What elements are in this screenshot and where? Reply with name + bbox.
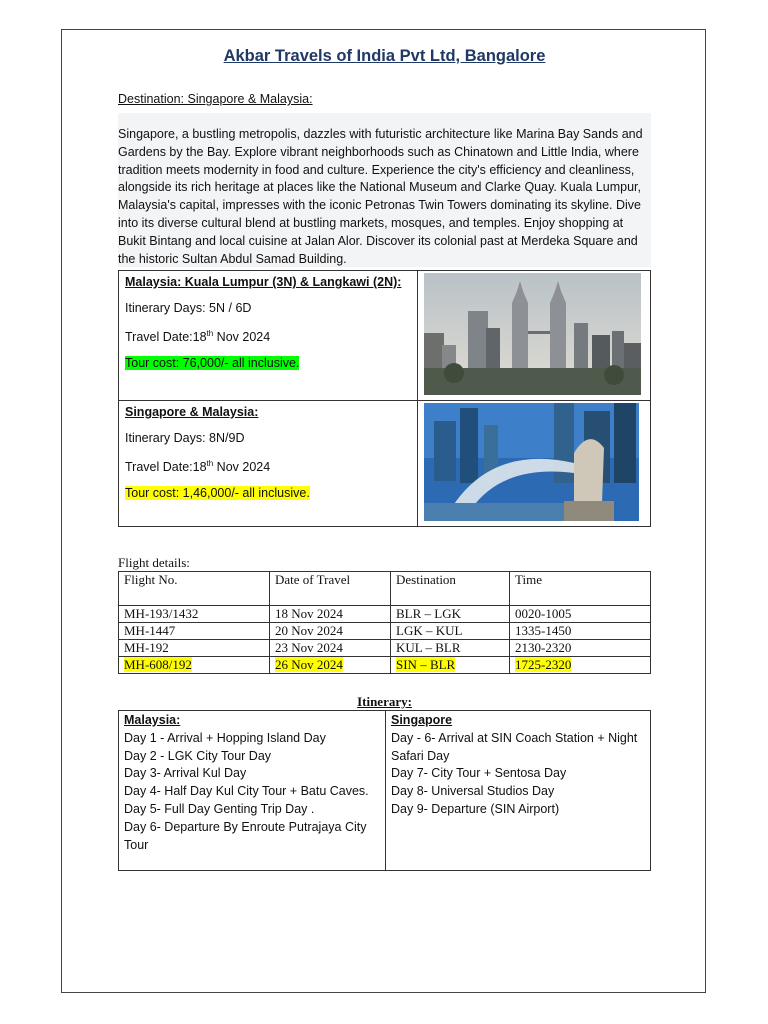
tour-row [119, 271, 651, 401]
description-paragraph: Singapore, a bustling metropolis, dazzles with futuristic architecture like Marina Bay Sands and Gardens by the Bay. Explore vibrant neighborhoods such as Chinatown and Little India, where tradition meets modernity in food and culture. Experience the city's efficiency and cleanliness, alongside its rich heritage at places like the National Museum and Clarke Quay. Kuala Lumpur, Malaysia's capital, impresses with the iconic Petronas Twin Towers dominating its skyline. Dive into its diverse cultural blend at bustling markets, mosques, and temples. Enjoy shopping at Bukit Bintang and local cuisine at Jalan Alor. Discover its colonial past at Merdeka Square and the historic Sultan Abdul Samad Building. [118, 113, 651, 267]
petronas-twin-towers-photo [424, 273, 641, 395]
column-header: Flight No. [119, 572, 270, 606]
table-cell: LGK – KUL [391, 623, 510, 640]
singapore-merlion-image [418, 401, 651, 527]
tour-heading: Malaysia: Kuala Lumpur (3N) & Langkawi (2N): [125, 275, 402, 289]
list-item: Day 3- Arrival Kul Day [124, 766, 247, 781]
table-cell: 0020-1005 [510, 606, 651, 623]
table-row-highlighted [119, 657, 651, 674]
tour-days: Itinerary Days: 8N/9D [125, 431, 245, 445]
tour-info-cell [119, 401, 418, 527]
itinerary-title: Itinerary: [357, 694, 412, 709]
tour-days: Itinerary Days: 5N / 6D [125, 301, 252, 315]
table-cell: MH-192 [119, 640, 270, 657]
table-cell: BLR – LGK [391, 606, 510, 623]
table-cell: 20 Nov 2024 [270, 623, 391, 640]
singapore-merlion-photo [424, 403, 639, 521]
table-cell: 1335-1450 [510, 623, 651, 640]
tour-date: Travel Date:18th Nov 2024 [125, 459, 271, 475]
table-cell: 23 Nov 2024 [270, 640, 391, 657]
list-item: Day 7- City Tour + Sentosa Day [391, 766, 567, 781]
table-cell: MH-1447 [119, 623, 270, 640]
tour-row [119, 401, 651, 527]
table-cell: 1725-2320 [510, 657, 651, 674]
table-cell: KUL – BLR [391, 640, 510, 657]
destination-heading: Destination: Singapore & Malaysia: [118, 92, 313, 106]
table-cell: 2130-2320 [510, 640, 651, 657]
table-cell: SIN – BLR [391, 657, 510, 674]
table-cell: 18 Nov 2024 [270, 606, 391, 623]
itinerary-row [119, 711, 651, 871]
tour-info-cell [119, 271, 418, 401]
list-item: Day 4- Half Day Kul City Tour + Batu Caves. [124, 784, 369, 799]
list-item: Day 2 - LGK City Tour Day [124, 748, 272, 763]
list-item: Day 5- Full Day Genting Trip Day . [124, 801, 315, 816]
flight-details-label: Flight details: [118, 555, 190, 570]
flight-details-table [118, 571, 651, 674]
malaysia-itinerary-cell [119, 711, 386, 871]
list-item: Day 1 - Arrival + Hopping Island Day [124, 730, 326, 745]
list-item: Day - 6- Arrival at SIN Coach Station + Night Safari Day [391, 730, 638, 763]
column-header: Date of Travel [270, 572, 391, 606]
petronas-towers-image [418, 271, 651, 401]
table-row [119, 606, 651, 623]
table-row [119, 623, 651, 640]
table-cell: MH-193/1432 [119, 606, 270, 623]
itinerary-table [118, 710, 651, 871]
document-page [61, 29, 706, 993]
itinerary-heading: Malaysia: [124, 713, 181, 727]
tour-packages-table [118, 270, 651, 527]
tour-cost: Tour cost: 1,46,000/- all inclusive. [125, 486, 310, 501]
table-cell: MH-608/192 [119, 657, 270, 674]
singapore-itinerary-cell [386, 711, 651, 871]
company-title: Akbar Travels of India Pvt Ltd, Bangalore [223, 47, 546, 65]
list-item: Day 9- Departure (SIN Airport) [391, 801, 560, 816]
table-row [119, 640, 651, 657]
tour-heading: Singapore & Malaysia: [125, 405, 259, 419]
list-item: Day 8- Universal Studios Day [391, 784, 555, 799]
table-cell: 26 Nov 2024 [270, 657, 391, 674]
list-item: Day 6- Departure By Enroute Putrajaya City Tour [124, 819, 367, 852]
tour-date: Travel Date:18th Nov 2024 [125, 329, 271, 345]
tour-cost: Tour cost: 76,000/- all inclusive. [125, 356, 300, 371]
column-header: Destination [391, 572, 510, 606]
table-header-row [119, 572, 651, 606]
itinerary-heading: Singapore [391, 713, 453, 727]
column-header: Time [510, 572, 651, 606]
